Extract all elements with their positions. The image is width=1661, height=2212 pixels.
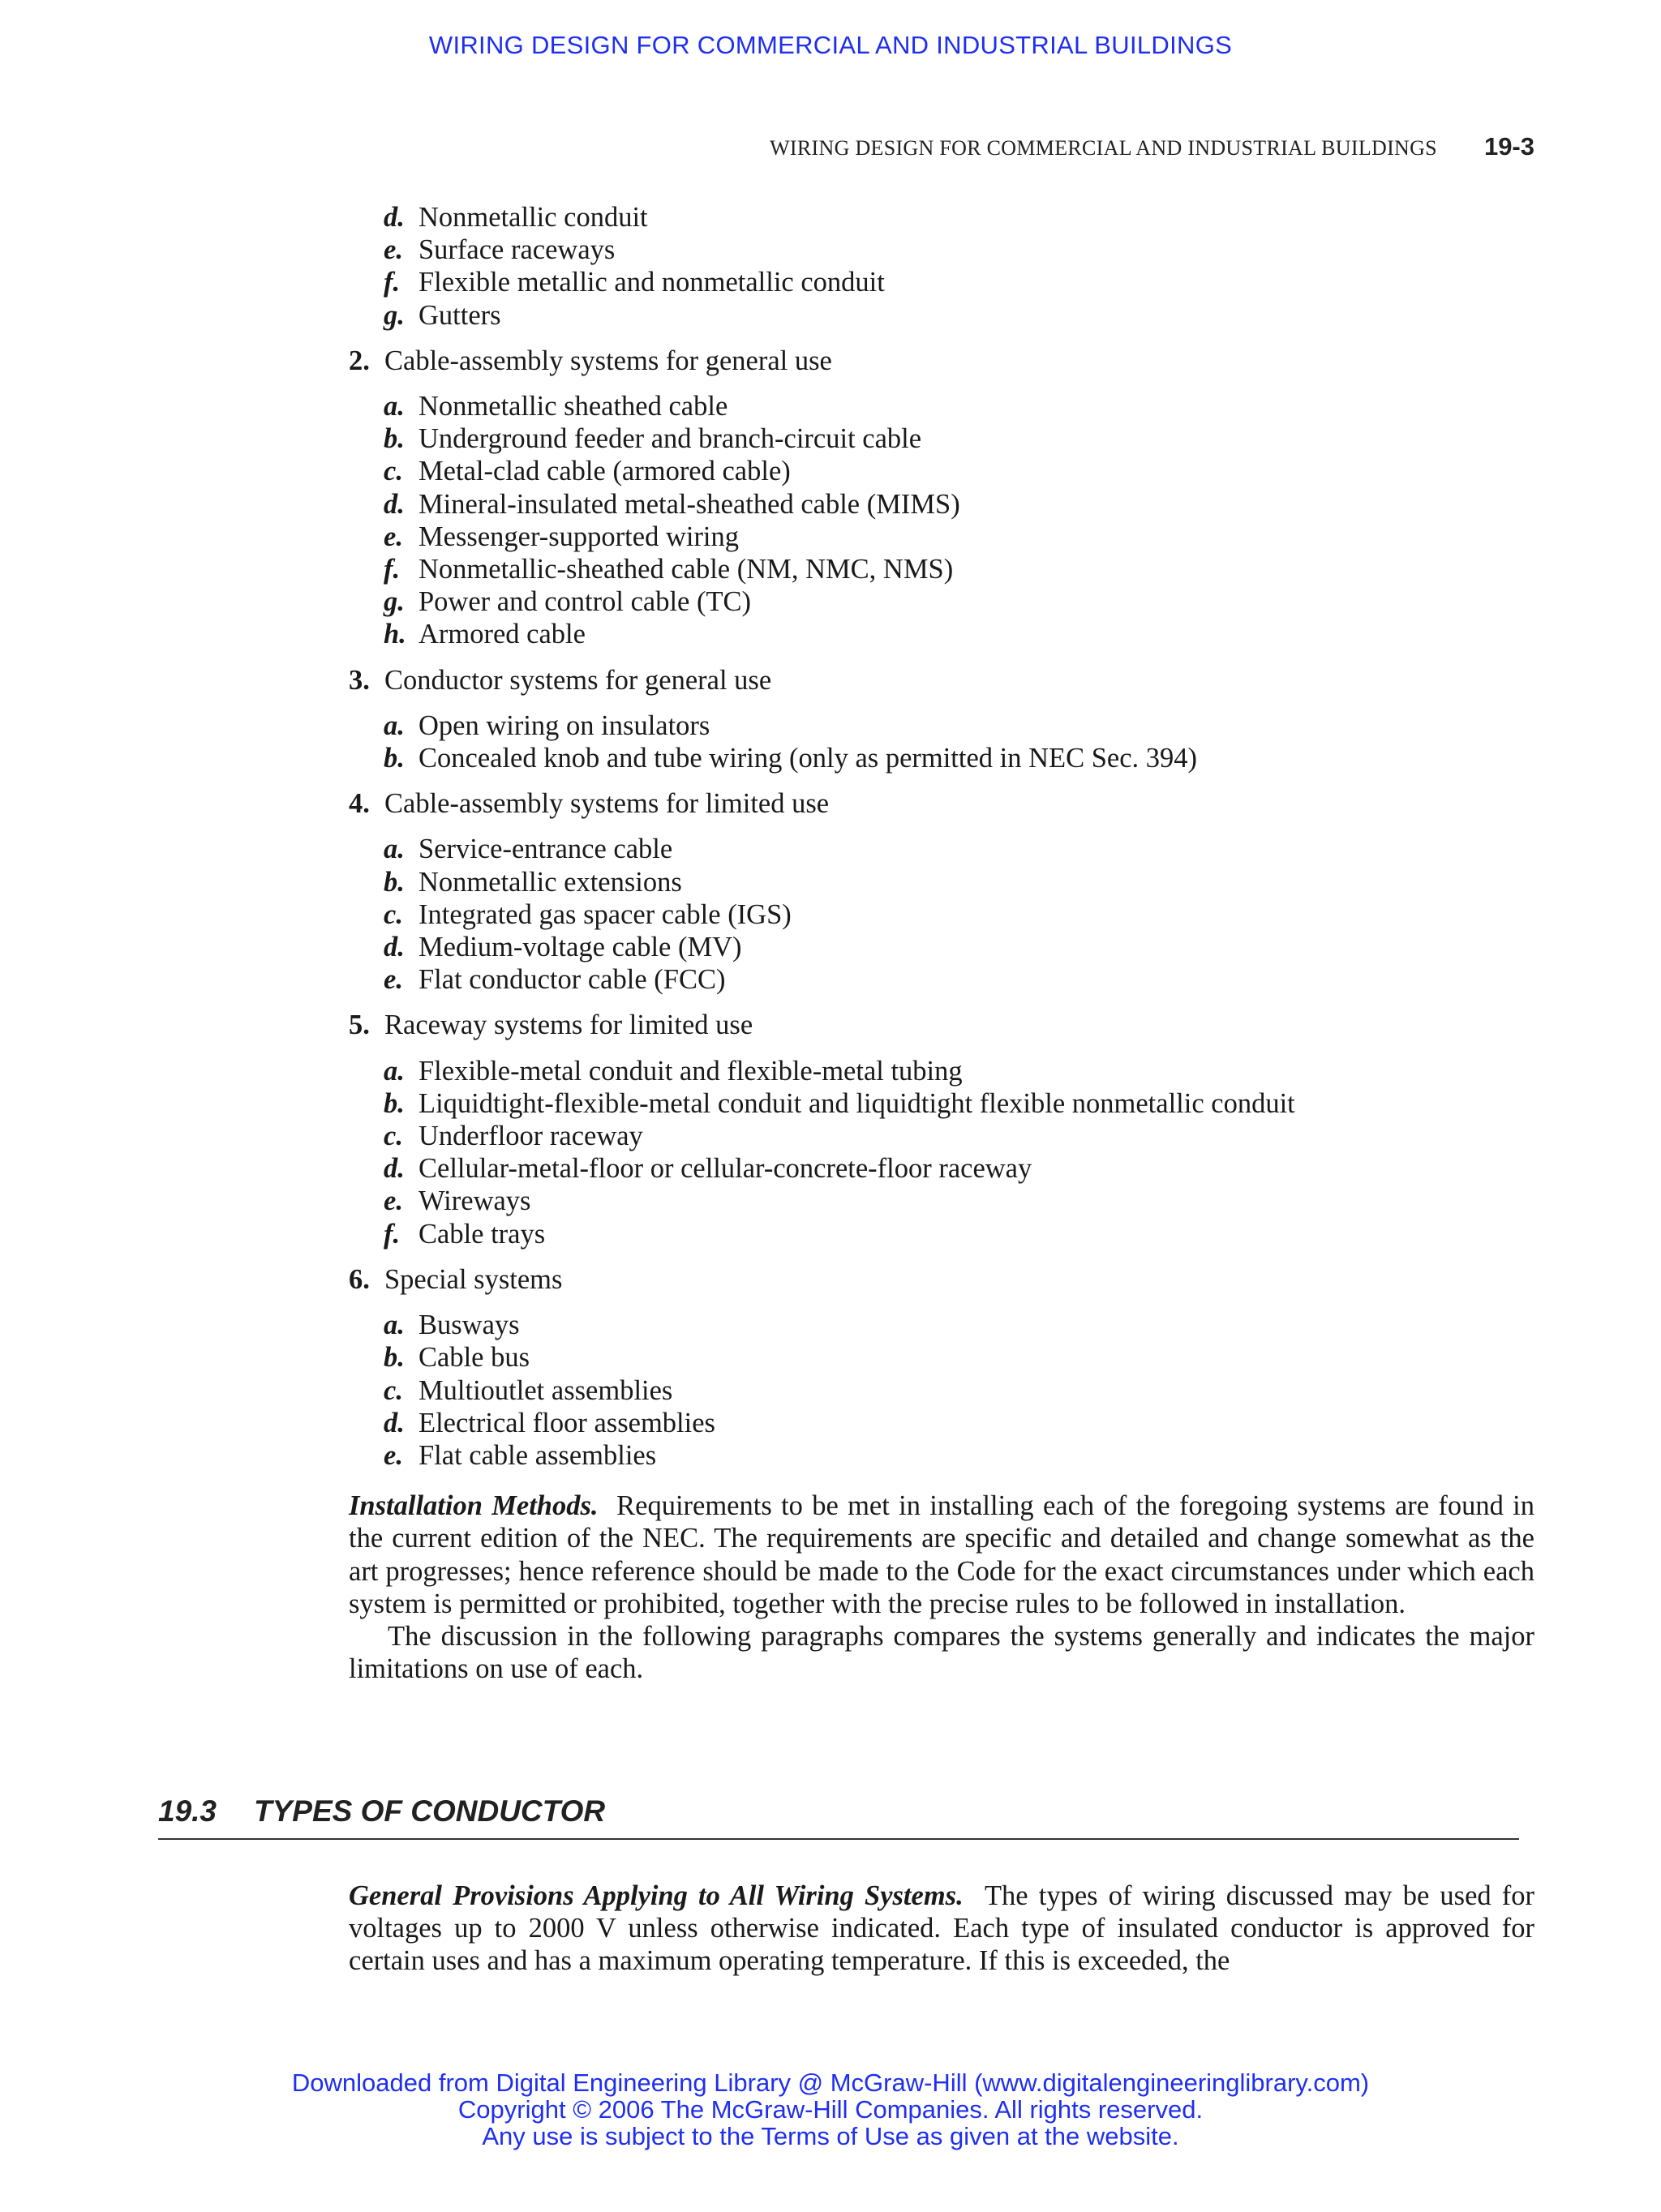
list-item-text: Flat conductor cable (FCC) xyxy=(418,964,726,996)
list-item-text: Messenger-supported wiring xyxy=(418,521,740,552)
list-item xyxy=(349,299,1534,332)
wiring-systems-list xyxy=(349,345,1534,1472)
list-item xyxy=(349,234,1534,266)
section-heading xyxy=(158,1794,1519,1840)
list-item xyxy=(349,742,1534,774)
list-item xyxy=(349,1087,1534,1120)
list-item xyxy=(349,709,1534,742)
list-item-label: a. xyxy=(384,1310,405,1341)
list-item-text: Cellular-metal-floor or cellular-concrete-floor raceway xyxy=(418,1153,1032,1185)
list-item-text: Wireways xyxy=(418,1185,531,1217)
list-item-label: e. xyxy=(384,964,403,996)
general-provisions-text: The types of wiring discussed may be used for voltages up to 2000 V unless otherwise indicated. Each type of insulated conductor is approved for certain uses and has a maximum operating temperature. If this is exceeded, the xyxy=(349,1880,1534,1977)
list-item xyxy=(349,898,1534,931)
numbered-heading-title: Cable-assembly systems for general use xyxy=(384,345,832,376)
list-item xyxy=(349,618,1534,650)
list-item xyxy=(349,422,1534,455)
list-item xyxy=(349,1218,1534,1250)
list-item-text: Nonmetallic extensions xyxy=(418,866,682,898)
numbered-heading xyxy=(349,1009,1534,1041)
running-head-title: WIRING DESIGN FOR COMMERCIAL AND INDUSTRIAL BUILDINGS xyxy=(770,136,1437,160)
list-item-label: c. xyxy=(384,456,403,487)
section-body xyxy=(349,1880,1534,1978)
list-item xyxy=(349,866,1534,898)
numbered-heading xyxy=(349,664,1534,697)
list-item-label: b. xyxy=(384,1342,405,1374)
list-item-label: a. xyxy=(384,1055,405,1087)
list-item-label: b. xyxy=(384,423,405,455)
list-item-text: Underfloor raceway xyxy=(418,1121,643,1152)
section-title: TYPES OF CONDUCTOR xyxy=(254,1794,606,1828)
list-item-text: Service-entrance cable xyxy=(418,834,673,865)
list-item-label: a. xyxy=(384,834,405,865)
list-item xyxy=(349,1439,1534,1472)
numbered-heading-title: Raceway systems for limited use xyxy=(384,1010,753,1041)
list-item-label: b. xyxy=(384,743,405,774)
list-item-label: g. xyxy=(384,586,405,618)
list-item-label: a. xyxy=(384,391,405,422)
list-item-label: g. xyxy=(384,299,405,331)
list-item-label: a. xyxy=(384,709,405,741)
list-item-text: Flexible metallic and nonmetallic conduit xyxy=(418,267,885,298)
list-item-label: d. xyxy=(384,932,405,963)
list-item xyxy=(349,1120,1534,1152)
list-item xyxy=(349,390,1534,422)
list-item-text: Armored cable xyxy=(418,619,586,650)
page-number: 19-3 xyxy=(1483,132,1534,161)
section-number: 19.3 xyxy=(158,1794,217,1828)
list-item xyxy=(349,1152,1534,1185)
installation-paragraph xyxy=(349,1490,1534,1620)
discussion-paragraph: The discussion in the following paragraphs compares the systems generally and indicates the major limitations on use of each. xyxy=(349,1620,1534,1685)
list-item xyxy=(349,201,1534,234)
continued-list xyxy=(349,201,1534,332)
list-item-label: c. xyxy=(384,1121,403,1152)
list-item-label: e. xyxy=(384,234,403,266)
numbered-heading-label: 6. xyxy=(349,1263,370,1295)
numbered-heading-label: 3. xyxy=(349,664,370,696)
download-banner: WIRING DESIGN FOR COMMERCIAL AND INDUSTRIAL BUILDINGS xyxy=(428,31,1233,59)
list-item-text: Underground feeder and branch-circuit cable xyxy=(418,423,922,455)
footer-copyright-line: Copyright © 2006 The McGraw-Hill Companies. All rights reserved. xyxy=(457,2095,1204,2124)
numbered-heading-title: Conductor systems for general use xyxy=(384,664,772,696)
list-item-label: f. xyxy=(384,1218,401,1250)
list-item-label: d. xyxy=(384,488,405,520)
list-item xyxy=(349,931,1534,963)
list-item-text: Cable trays xyxy=(418,1218,546,1250)
page-body xyxy=(349,201,1534,1685)
numbered-heading-label: 5. xyxy=(349,1010,370,1041)
numbered-heading xyxy=(349,345,1534,377)
list-item-text: Medium-voltage cable (MV) xyxy=(418,932,742,963)
list-item-text: Liquidtight-flexible-metal conduit and liquidtight flexible nonmetallic conduit xyxy=(418,1087,1295,1119)
list-item-label: f. xyxy=(384,554,401,585)
list-item xyxy=(349,1055,1534,1087)
list-item xyxy=(349,455,1534,487)
list-item-text: Flat cable assemblies xyxy=(418,1439,657,1471)
list-item-text: Open wiring on insulators xyxy=(418,709,710,741)
list-item-text: Multioutlet assemblies xyxy=(418,1374,673,1406)
list-item-label: c. xyxy=(384,1374,403,1406)
footer-terms-line: Any use is subject to the Terms of Use as given at the website. xyxy=(482,2122,1179,2150)
list-item xyxy=(349,1185,1534,1217)
list-item-text: Nonmetallic sheathed cable xyxy=(418,391,728,422)
list-item-label: e. xyxy=(384,1439,403,1471)
list-item xyxy=(349,963,1534,996)
list-item-text: Power and control cable (TC) xyxy=(418,586,752,618)
list-item-label: c. xyxy=(384,898,403,930)
list-item xyxy=(349,585,1534,618)
list-item xyxy=(349,266,1534,298)
list-item xyxy=(349,1341,1534,1374)
list-item-text: Gutters xyxy=(418,299,501,331)
copyright-footer xyxy=(0,2069,1661,2150)
numbered-heading-title: Special systems xyxy=(384,1263,563,1295)
list-item-label: d. xyxy=(384,202,405,233)
list-item xyxy=(349,1309,1534,1341)
list-item-label: b. xyxy=(384,1087,405,1119)
list-item xyxy=(349,521,1534,553)
list-item-text: Cable bus xyxy=(418,1342,530,1374)
list-item-label: h. xyxy=(384,619,406,650)
list-item-text: Flexible-metal conduit and flexible-metal tubing xyxy=(418,1055,963,1087)
list-item-text: Busways xyxy=(418,1310,520,1341)
numbered-heading xyxy=(349,787,1534,820)
list-item-label: e. xyxy=(384,521,403,552)
list-item-text: Mineral-insulated metal-sheathed cable (MIMS) xyxy=(418,488,960,520)
list-item-text: Nonmetallic-sheathed cable (NM, NMC, NMS) xyxy=(418,554,954,585)
footer-download-line[interactable]: Downloaded from Digital Engineering Library @ McGraw-Hill (www.digitalengineeringlibrary.com) xyxy=(291,2068,1370,2097)
installation-text: Requirements to be met in installing each of the foregoing systems are found in the current edition of the NEC. The requirements are specific and detailed and change somewhat as the art progresses; hence reference should be made to the Code for the exact circumstances under which each system is permitted or prohibited, together with the precise rules to be followed in installation. xyxy=(349,1490,1535,1619)
list-item xyxy=(349,488,1534,521)
numbered-heading xyxy=(349,1263,1534,1296)
numbered-heading-title: Cable-assembly systems for limited use xyxy=(384,788,830,820)
list-item xyxy=(349,553,1534,585)
list-item-label: f. xyxy=(384,267,401,298)
list-item-text: Nonmetallic conduit xyxy=(418,202,648,233)
general-provisions-paragraph xyxy=(349,1880,1534,1978)
numbered-heading-label: 4. xyxy=(349,788,370,820)
list-item-label: d. xyxy=(384,1407,405,1438)
list-item-text: Integrated gas spacer cable (IGS) xyxy=(418,898,792,930)
list-item xyxy=(349,1407,1534,1439)
list-item-text: Metal-clad cable (armored cable) xyxy=(418,456,791,487)
list-item xyxy=(349,1374,1534,1407)
list-item-text: Concealed knob and tube wiring (only as permitted in NEC Sec. 394) xyxy=(418,743,1198,774)
list-item xyxy=(349,833,1534,865)
list-item-label: b. xyxy=(384,866,405,898)
list-item-label: e. xyxy=(384,1185,403,1217)
installation-heading: Installation Methods. xyxy=(349,1490,599,1522)
list-item-label: d. xyxy=(384,1153,405,1185)
general-provisions-heading: General Provisions Applying to All Wiring Systems. xyxy=(349,1880,964,1911)
numbered-heading-label: 2. xyxy=(349,345,370,376)
list-item-text: Surface raceways xyxy=(418,234,616,266)
list-item-text: Electrical floor assemblies xyxy=(418,1407,715,1438)
running-head xyxy=(770,132,1534,161)
